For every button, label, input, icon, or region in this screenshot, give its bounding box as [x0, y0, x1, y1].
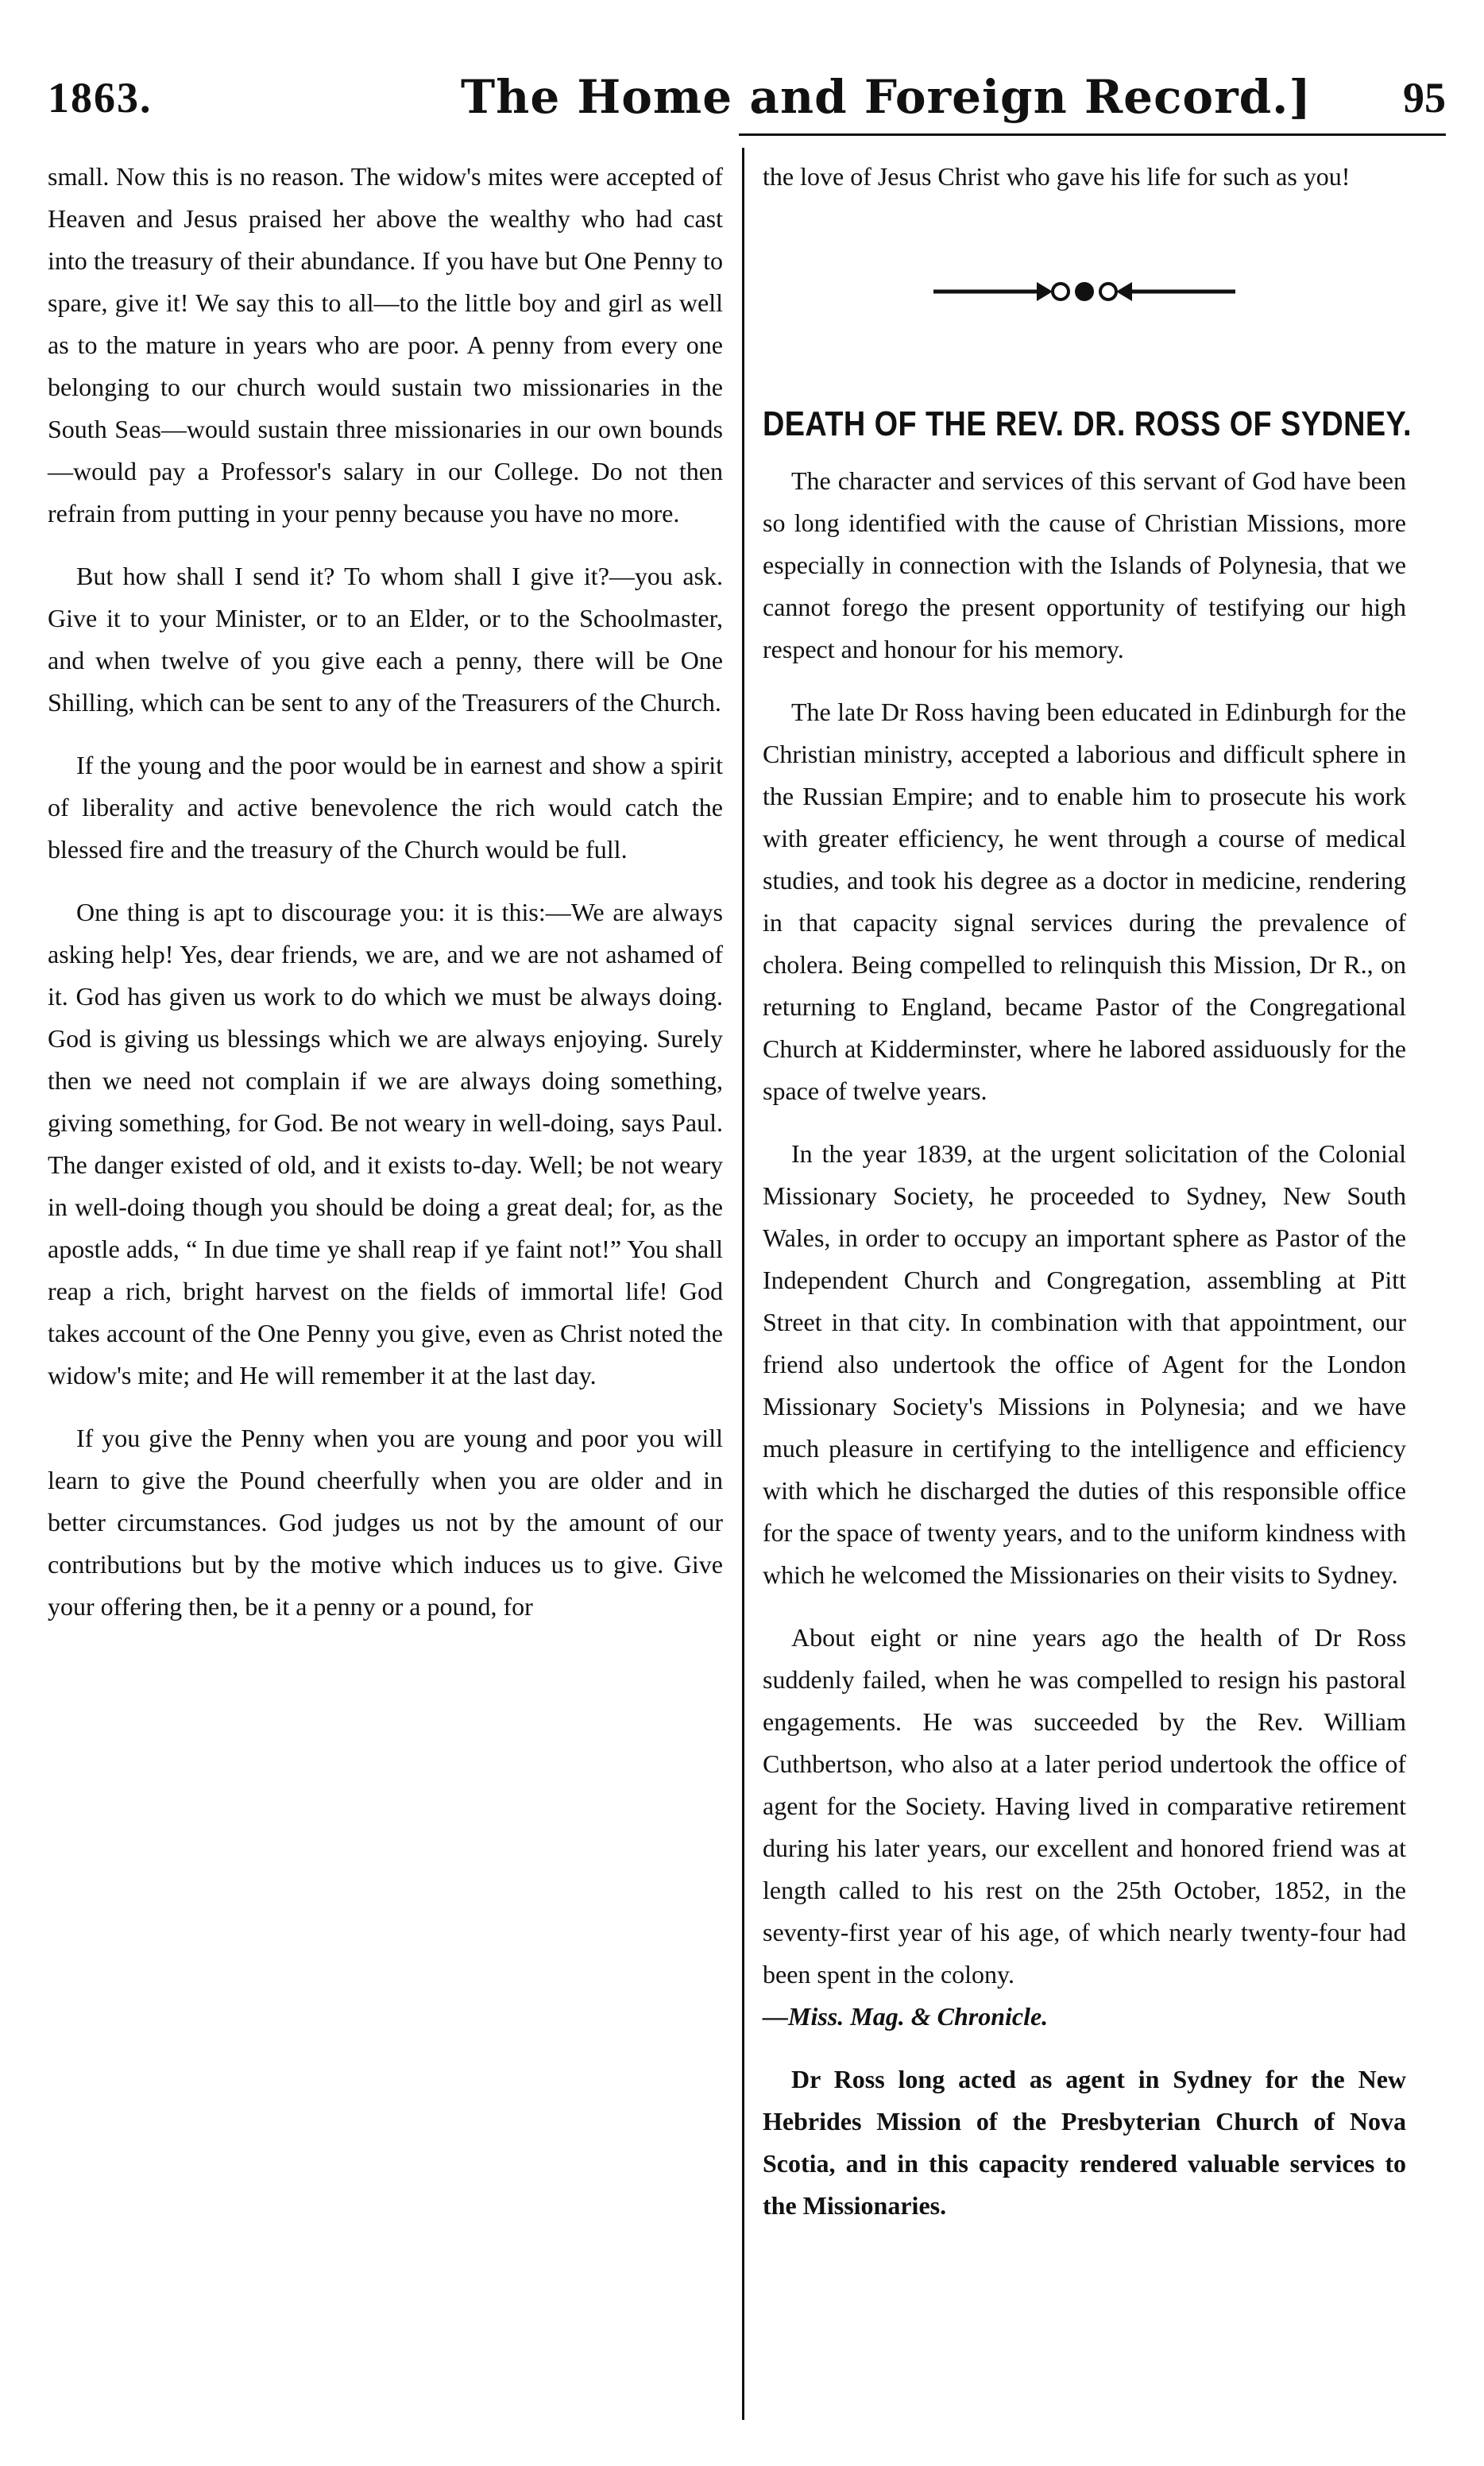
- article-paragraph-3: In the year 1839, at the urgent solicitation of the Colonial Missionary Society, he proceeded to Sydney, New South Wales, in order to occupy an important sphere as Pastor of the Independent Church and Congregation, assembling at Pitt Street in that city. In combination with that appointment, our friend also undertook the office of Agent for the London Missionary Society's Missions in Polynesia; and we have much pleasure in certifying to the intelligence and efficiency with which he discharged the duties of this responsible office for the space of twenty years, and to the uniform kindness with which he welcomed the Missionaries on their visits to Sydney.: [763, 1139, 1406, 1589]
- ornament-divider-icon: [926, 274, 1243, 309]
- article-heading: DEATH OF THE REV. DR. ROSS OF SYDNEY.: [763, 404, 1412, 443]
- right-column: [763, 156, 1412, 2248]
- continuation-paragraph: the love of Jesus Christ who gave his life for such as you!: [763, 162, 1351, 191]
- header-year: 1863.: [48, 74, 153, 122]
- article-credit-line: [763, 1996, 1406, 2038]
- left-paragraph-2: But how shall I send it? To whom shall I give it?—you ask. Give it to your Minister, or to an Elder, or to the Schoolmaster, and when twelve of you give each a penny, there will be One Shilling, which can be sent to any of the Treasurers of the Church.: [48, 562, 723, 717]
- closing-paragraph: Dr Ross long acted as agent in Sydney for the New Hebrides Mission of the Presbyterian Church of Nova Scotia, and in this capacity rendered valuable services to the Missionaries.: [763, 2065, 1406, 2220]
- column-divider: [742, 148, 744, 2420]
- page-number: 95: [1403, 74, 1446, 122]
- publication-title: The Home and Foreign Record.]: [461, 70, 1312, 124]
- article-paragraph-4: About eight or nine years ago the health of Dr Ross suddenly failed, when he was compelled to resign his pastoral engagements. He was succeeded by the Rev. William Cuthbertson, who also at a later period undertook the office of agent for the Society. Having lived in comparative retirement during his later years, our excellent and honored friend was at length called to his rest on the 25th October, 1852, in the seventy-first year of his age, of which nearly twenty-four had been spent in the colony.: [763, 1623, 1406, 1989]
- left-paragraph-5: If you give the Penny when you are young and poor you will learn to give the Pound cheerfully when you are older and in better circumstances. God judges us not by the amount of our contributions but by the motive which induces us to give. Give your offering then, be it a penny or a pound, for: [48, 1424, 723, 1621]
- article-paragraph-1: The character and services of this servant of God have been so long identified with the cause of Christian Missions, more especially in connection with the Islands of Polynesia, that we cannot forego the present opportunity of testifying our high respect and honour for his memory.: [763, 466, 1406, 663]
- left-paragraph-3: If the young and the poor would be in earnest and show a spirit of liberality and active benevolence the rich would catch the blessed fire and the treasury of the Church would be full.: [48, 751, 723, 864]
- article-credit: —Miss. Mag. & Chronicle.: [763, 2002, 1049, 2031]
- left-paragraph-1: small. Now this is no reason. The widow's mites were accepted of Heaven and Jesus praised her above the wealthy who had cast into the treasury of their abundance. If you have but One Penny to spare, give it! We say this to all—to the little boy and girl as well as to the mature in years who are poor. A penny from every one belonging to our church would sustain two missionaries in the South Seas—would sustain three missionaries in our own bounds—would pay a Professor's salary in our College. Do not then refrain from putting in your penny because you have no more.: [48, 162, 723, 528]
- page-header: [48, 70, 1446, 133]
- header-rule: [739, 133, 1446, 136]
- left-paragraph-4: One thing is apt to discourage you: it is this:—We are always asking help! Yes, dear friends, we are, and we are not ashamed of it. God has given us work to do which we must be always doing. God is giving us blessings which we are always enjoying. Surely then we need not complain if we are always doing something, giving something, for God. Be not weary in well-doing, says Paul. The danger existed of old, and it exists to-day. Well; be not weary in well-doing though you should be doing a great deal; for, as the apostle adds, “ In due time ye shall reap if ye faint not!” You shall reap a rich, bright harvest on the fields of immortal life! God takes account of the One Penny you give, even as Christ noted the widow's mite; and He will remember it at the last day.: [48, 898, 723, 1390]
- left-column: [48, 156, 723, 1649]
- article-paragraph-2: The late Dr Ross having been educated in Edinburgh for the Christian ministry, accepted a laborious and difficult sphere in the Russian Empire; and to enable him to prosecute his work with greater efficiency, he went through a course of medical studies, and took his degree as a doctor in medicine, rendering in that capacity signal services during the prevalence of cholera. Being compelled to relinquish this Mission, Dr R., on returning to England, became Pastor of the Congregational Church at Kidderminster, where he labored assiduously for the space of twelve years.: [763, 698, 1406, 1105]
